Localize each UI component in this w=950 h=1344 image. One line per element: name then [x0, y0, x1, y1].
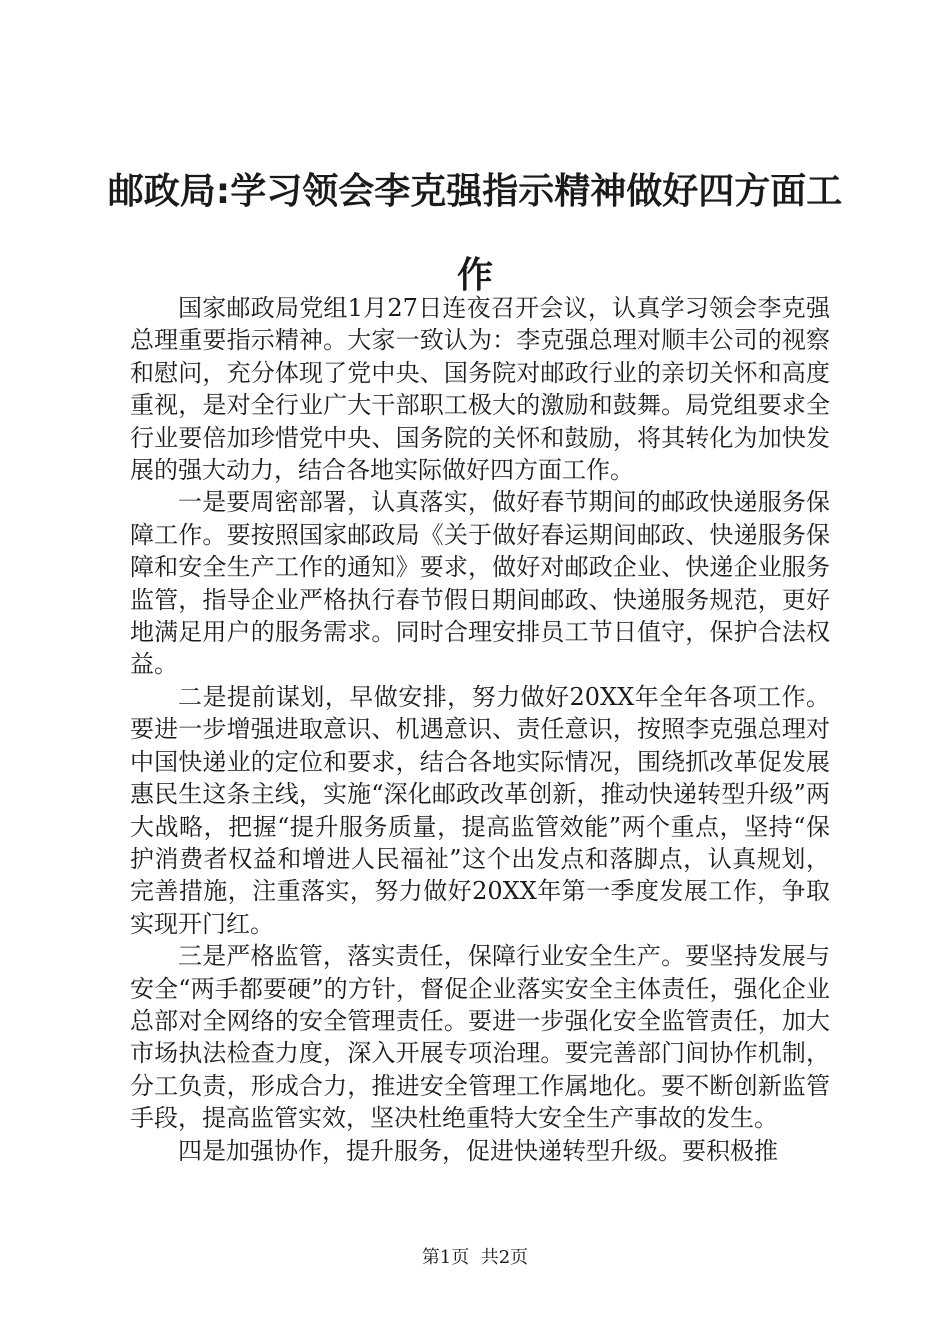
- page-number: 第1页: [421, 1247, 470, 1268]
- paragraph-point-one: 一是要周密部署，认真落实，做好春节期间的邮政快递服务保障工作。要按照国家邮政局《关于做好春运期间邮政、快递服务保障和安全生产工作的通知》要求，做好对邮政企业、快递企业服务监管，指导企业严格执行春节假日期间邮政、快递服务规范，更好地满足用户的服务需求。同时合理安排员工节日值守，保护合法权益。: [130, 488, 830, 679]
- page-footer: [0, 1246, 950, 1270]
- paragraph-point-three: 三是严格监管，落实责任，保障行业安全生产。要坚持发展与安全“两手都要硬”的方针，督促企业落实安全主体责任，强化企业总部对全网络的安全管理责任。要进一步强化安全监管责任，加大市场执法检查力度，深入开展专项治理。要完善部门间协作机制，分工负责，形成合力，推进安全管理工作属地化。要不断创新监管手段，提高监管实效，坚决杜绝重特大安全生产事故的发生。: [130, 942, 830, 1133]
- paragraph-point-two: 二是提前谋划，早做安排，努力做好20XX年全年各项工作。要进一步增强进取意识、机遇意识、责任意识，按照李克强总理对中国快递业的定位和要求，结合各地实际情况，围绕抓改革促发展惠民生这条主线，实施“深化邮政改革创新，推动快递转型升级”两大战略，把握“提升服务质量，提高监管效能”两个重点，坚持“保护消费者权益和增进人民福祉”这个出发点和落脚点，认真规划，完善措施，注重落实，努力做好20XX年第一季度发展工作，争取实现开门红。: [130, 682, 830, 938]
- document-title: 邮政局:学习领会李克强指示精神做好四方面工作: [107, 171, 843, 296]
- paragraph-intro: 国家邮政局党组1月27日连夜召开会议，认真学习领会李克强总理重要指示精神。大家一致认为：李克强总理对顺丰公司的视察和慰问，充分体现了党中央、国务院对邮政行业的亲切关怀和高度重视，是对全行业广大干部职工极大的激励和鼓舞。局党组要求全行业要倍加珍惜党中央、国务院的关怀和鼓励，将其转化为加快发展的强大动力，结合各地实际做好四方面工作。: [130, 294, 830, 485]
- page-total: 共2页: [480, 1247, 529, 1268]
- document-body: [130, 292, 830, 1167]
- paragraph-point-four: 四是加强协作，提升服务，促进快递转型升级。要积极推: [178, 1136, 778, 1165]
